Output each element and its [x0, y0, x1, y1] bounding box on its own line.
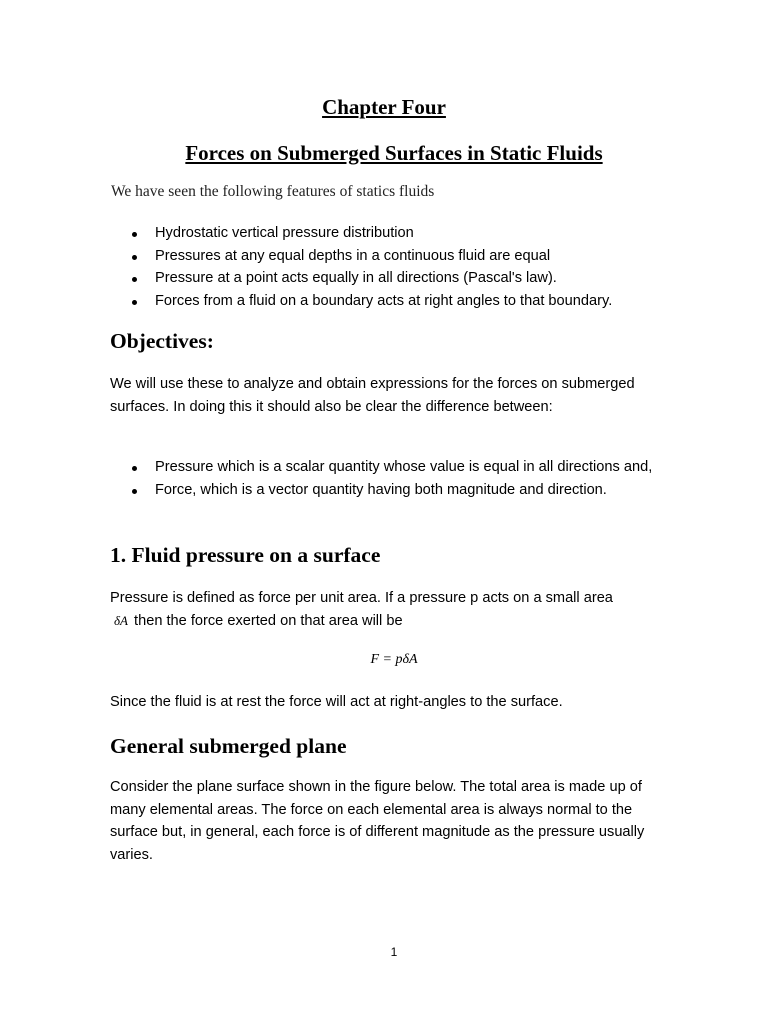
pressure-text-part1: Pressure is defined as force per unit area. If a pressure p acts on a small area: [110, 590, 613, 606]
force-equation: F = pδA: [370, 652, 418, 667]
fluid-rest-text: Since the fluid is at rest the force will act at right-angles to the surface.: [110, 694, 563, 710]
list-item: Pressure at a point acts equally in all directions (Pascal's law).: [110, 267, 612, 290]
list-item: Hydrostatic vertical pressure distribution: [110, 222, 612, 245]
list-item: Forces from a fluid on a boundary acts at right angles to that boundary.: [110, 290, 612, 313]
objectives-heading: Objectives:: [110, 329, 214, 353]
pressure-text-part2: then the force exerted on that area will be: [134, 612, 403, 629]
area-symbol: δA: [114, 612, 128, 628]
list-item: Force, which is a vector quantity having both magnitude and direction.: [110, 479, 675, 502]
section-heading-fluid-pressure: 1. Fluid pressure on a surface: [110, 543, 381, 567]
general-plane-text: Consider the plane surface shown in the figure below. The total area is made up of many elemental areas. The force on each elemental area is always normal to the surface but, in general, each force is of different magnitude as the pressure usually varies.: [110, 779, 645, 863]
page-number: 1: [390, 945, 398, 959]
pressure-definition-text: [110, 587, 665, 632]
list-item: Pressures at any equal depths in a continuous fluid are equal: [110, 245, 612, 268]
objectives-text: We will use these to analyze and obtain expressions for the forces on submerged surfaces. In doing this it should also be clear the difference between:: [110, 376, 635, 415]
intro-text: We have seen the following features of statics fluids: [111, 183, 435, 200]
document-title: Forces on Submerged Surfaces in Static Fluids: [185, 141, 603, 165]
features-list: [110, 222, 612, 312]
section-heading-general-plane: General submerged plane: [110, 734, 347, 758]
objectives-list: [110, 456, 675, 501]
chapter-title: Chapter Four: [322, 95, 446, 119]
list-item: Pressure which is a scalar quantity whose value is equal in all directions and,: [110, 456, 675, 479]
